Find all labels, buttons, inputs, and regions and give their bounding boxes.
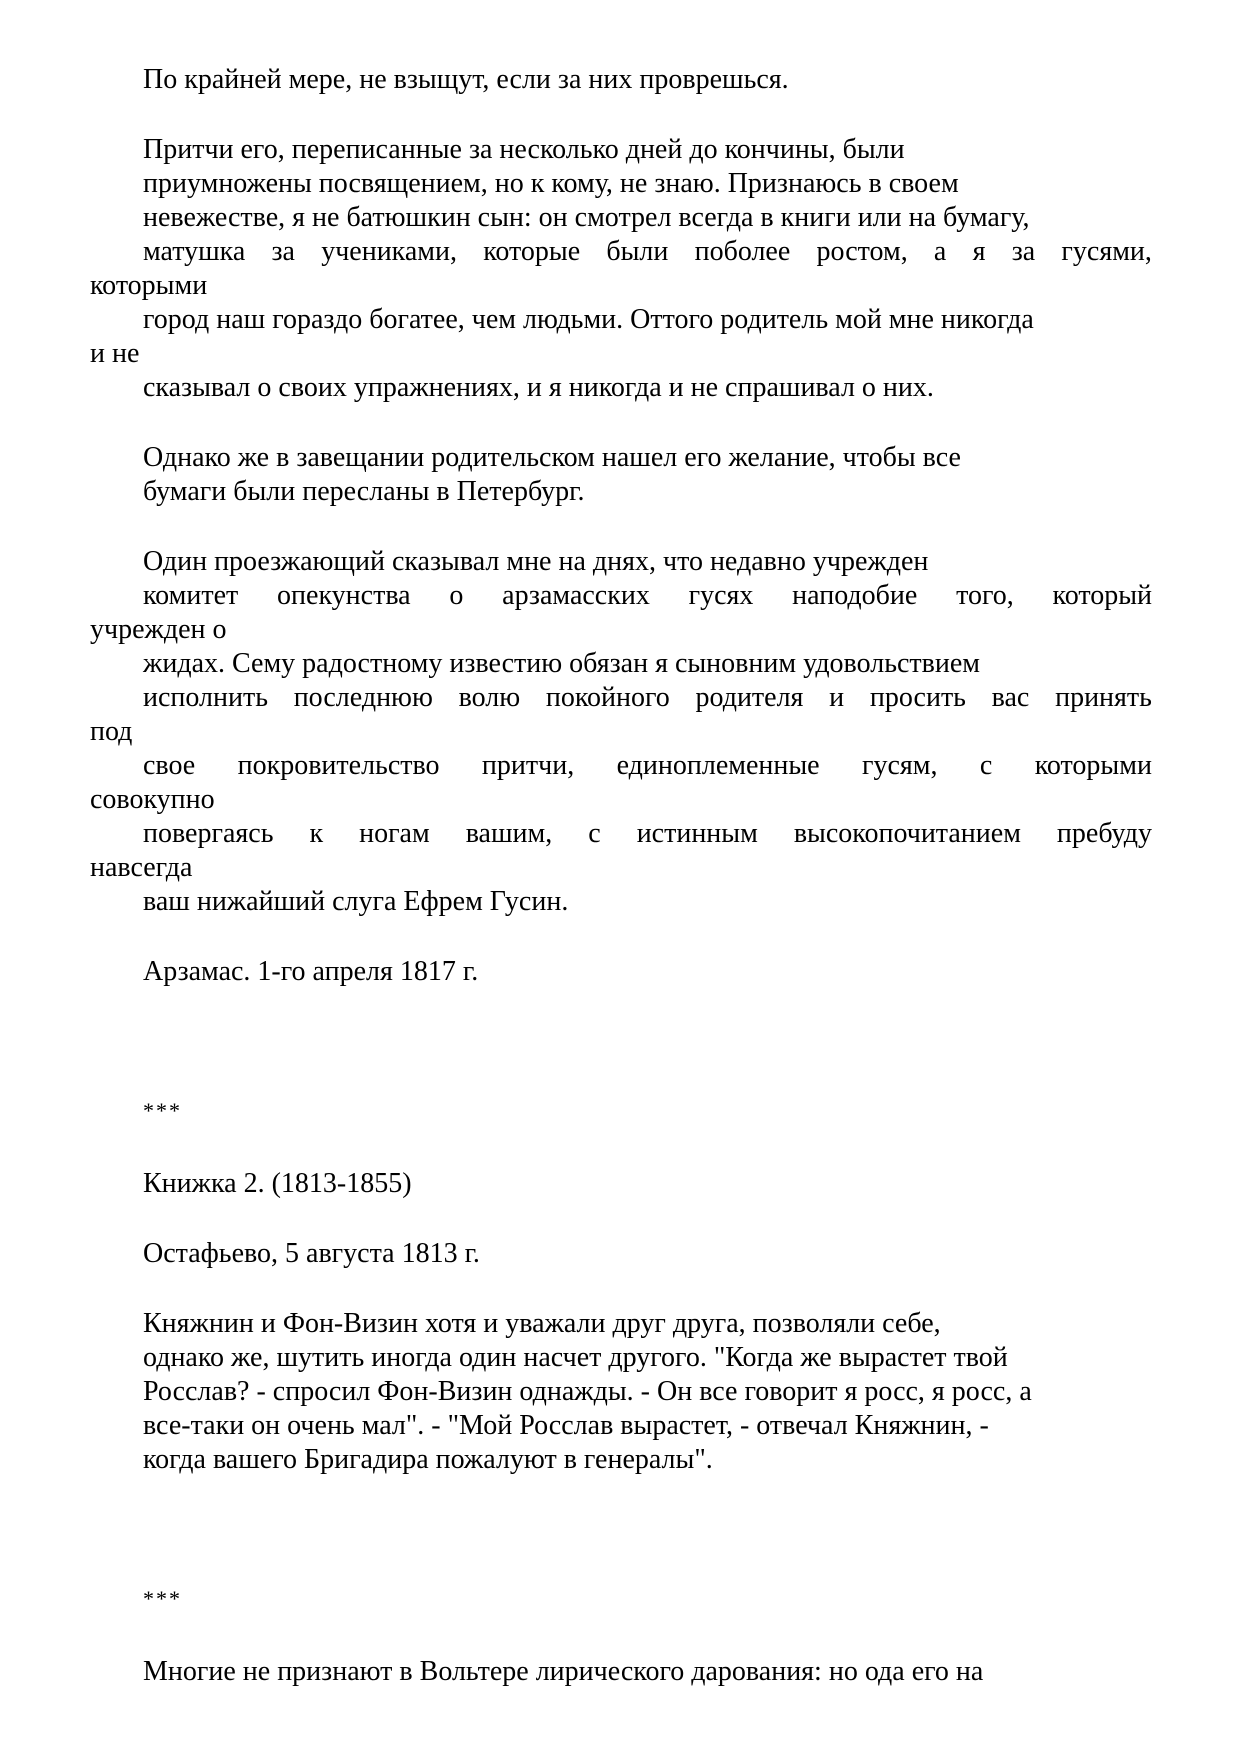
word: которые xyxy=(483,236,581,267)
text-line: Притчи его, переписанные за несколько дней до кончины, были xyxy=(143,134,905,165)
book-title: Книжка 2. (1813-1855) xyxy=(143,1168,412,1199)
word: свое xyxy=(143,750,196,781)
text-line: приумножены посвящением, но к кому, не знаю. Признаюсь в своем xyxy=(143,168,959,199)
word: вас xyxy=(991,682,1030,713)
word: покровительство xyxy=(237,750,440,781)
word: к xyxy=(309,818,324,849)
text-line: навсегда xyxy=(90,852,193,883)
word: матушка xyxy=(143,236,246,267)
word: единоплеменные xyxy=(616,750,820,781)
word: гусям, xyxy=(862,750,938,781)
word: за xyxy=(1011,236,1036,267)
section-separator: *** xyxy=(143,1098,182,1123)
text-line: когда вашего Бригадира пожалуют в генералы". xyxy=(143,1444,713,1475)
text-line: сказывал о своих упражнениях, и я никогда и не спрашивал о них. xyxy=(143,372,934,403)
text-line: невежестве, я не батюшкин сын: он смотрел всегда в книги или на бумагу, xyxy=(143,202,1030,233)
word: арзамасских xyxy=(502,580,650,611)
word: родителя xyxy=(695,682,804,713)
text-line: ваш нижайший слуга Ефрем Гусин. xyxy=(143,886,569,917)
text-line: и не xyxy=(90,338,140,369)
word: истинным xyxy=(636,818,758,849)
text-line: По крайней мере, не взыщут, если за них проврешься. xyxy=(143,64,789,95)
word: принять xyxy=(1055,682,1152,713)
word: о xyxy=(449,580,464,611)
justified-line xyxy=(143,680,1152,716)
text-line: бумаги были пересланы в Петербург. xyxy=(143,476,585,507)
justified-line xyxy=(143,234,1152,270)
word: учениками, xyxy=(321,236,457,267)
word: я xyxy=(972,236,986,267)
word: просить xyxy=(869,682,966,713)
text-line: которыми xyxy=(90,270,208,301)
text-line: Один проезжающий сказывал мне на днях, что недавно учрежден xyxy=(143,546,929,577)
word: повергаясь xyxy=(143,818,274,849)
word: пребуду xyxy=(1056,818,1152,849)
word: последнюю xyxy=(293,682,433,713)
word: и xyxy=(829,682,845,713)
text-line: совокупно xyxy=(90,784,215,815)
word: комитет xyxy=(143,580,239,611)
word: волю xyxy=(458,682,521,713)
text-line: город наш гораздо богатее, чем людьми. Оттого родитель мой мне никогда xyxy=(143,304,1034,335)
word: с xyxy=(588,818,601,849)
word: гусях xyxy=(688,580,754,611)
word: наподобие xyxy=(792,580,918,611)
word: гусями, xyxy=(1061,236,1152,267)
text-line: Княжнин и Фон-Визин хотя и уважали друг друга, позволяли себе, xyxy=(143,1308,941,1339)
text-line: Многие не признают в Вольтере лирического дарования: но ода его на xyxy=(143,1656,984,1687)
text-line: под xyxy=(90,716,133,747)
text-line: жидах. Сему радостному известию обязан я сыновним удовольствием xyxy=(143,648,980,679)
place-date: Остафьево, 5 августа 1813 г. xyxy=(143,1238,480,1269)
word: опекунства xyxy=(277,580,411,611)
text-line: все-таки он очень мал". - "Мой Росслав вырастет, - отвечал Княжнин, - xyxy=(143,1410,989,1441)
justified-line xyxy=(143,578,1152,614)
word: притчи, xyxy=(481,750,575,781)
word: покойного xyxy=(545,682,670,713)
text-line: учрежден о xyxy=(90,614,227,645)
word: были xyxy=(606,236,669,267)
text-line: однако же, шутить иногда один насчет другого. "Когда же вырастет твой xyxy=(143,1342,1008,1373)
word: ногам xyxy=(359,818,430,849)
word: вашим, xyxy=(465,818,553,849)
word: которыми xyxy=(1034,750,1152,781)
justified-line xyxy=(143,816,1152,852)
word: с xyxy=(979,750,993,781)
word: за xyxy=(271,236,295,267)
section-separator: *** xyxy=(143,1586,182,1611)
justified-line xyxy=(143,748,1152,784)
word: исполнить xyxy=(143,682,268,713)
text-line: Однако же в завещании родительском нашел его желание, чтобы все xyxy=(143,442,961,473)
signature-line: Арзамас. 1-го апреля 1817 г. xyxy=(143,956,479,987)
word: высокопочитанием xyxy=(793,818,1021,849)
word: ростом, xyxy=(816,236,908,267)
word: который xyxy=(1052,580,1152,611)
text-line: Росслав? - спросил Фон-Визин однажды. - Он все говорит я росс, я росс, а xyxy=(143,1376,1032,1407)
word: того, xyxy=(956,580,1014,611)
word: а xyxy=(933,236,947,267)
word: поболее xyxy=(694,236,791,267)
